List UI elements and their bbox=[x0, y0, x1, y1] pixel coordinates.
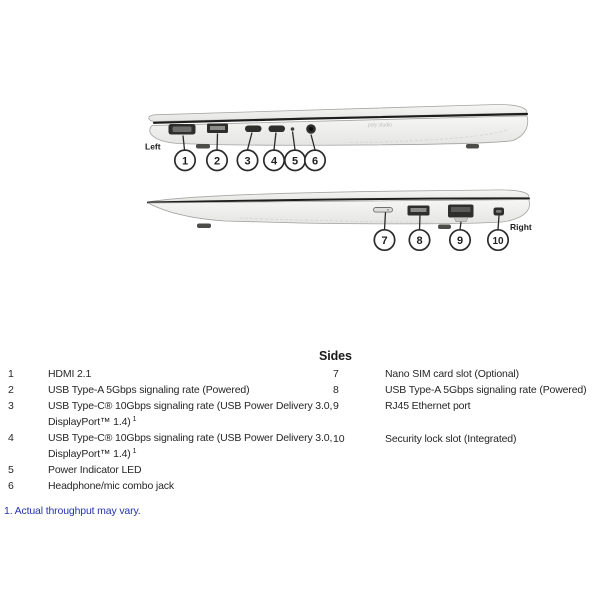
callout-number: 7 bbox=[381, 235, 388, 247]
footnote-marker: 1 bbox=[132, 415, 137, 423]
headphone-jack-hole bbox=[309, 127, 313, 131]
port-number: 10 bbox=[333, 433, 345, 445]
port-list-item bbox=[333, 366, 599, 382]
callout-number: 2 bbox=[213, 155, 221, 168]
port-description-text: USB Type-A 5Gbps signaling rate (Powered) bbox=[48, 384, 250, 396]
laptop-right-side-diagram bbox=[140, 185, 540, 260]
port-number: 1 bbox=[8, 368, 14, 380]
laptop-left-body bbox=[149, 105, 528, 149]
port-description bbox=[48, 478, 334, 494]
port-description-text: USB Type-A 5Gbps signaling rate (Powered) bbox=[385, 384, 587, 396]
port-description bbox=[385, 366, 519, 382]
rubber-foot bbox=[438, 225, 451, 230]
port-list-right-column bbox=[333, 366, 599, 447]
port-description-text: USB Type-C® 10Gbps signaling rate (USB Power Delivery 3.0, DisplayPort™ 1.4) bbox=[48, 432, 333, 460]
section-heading: Sides bbox=[319, 349, 352, 363]
port-list-item bbox=[8, 366, 334, 382]
port-number: 9 bbox=[333, 400, 339, 412]
power-led-icon bbox=[291, 127, 295, 131]
nano-sim-slot-icon bbox=[374, 208, 393, 213]
callout-number: 1 bbox=[181, 155, 189, 168]
sim-eject-hole bbox=[387, 209, 389, 211]
port-description-text: Security lock slot (Integrated) bbox=[385, 433, 517, 445]
callout-circles-right bbox=[374, 230, 508, 250]
brand-text: poly studio bbox=[368, 122, 392, 129]
port-list-item bbox=[333, 431, 599, 447]
footnote: 1. Actual throughput may vary. bbox=[4, 505, 141, 517]
port-description-text: Nano SIM card slot (Optional) bbox=[385, 368, 519, 380]
port-list-left-column bbox=[8, 366, 334, 494]
port-description bbox=[48, 382, 334, 398]
port-description bbox=[385, 382, 586, 398]
port-description-text: Power Indicator LED bbox=[48, 464, 142, 476]
rj45-flap bbox=[454, 218, 468, 222]
port-number: 3 bbox=[8, 400, 14, 412]
port-number: 2 bbox=[8, 384, 14, 396]
port-number: 8 bbox=[333, 384, 339, 396]
port-description bbox=[48, 398, 334, 430]
hdmi-port-inner bbox=[173, 127, 192, 133]
port-description-text: HDMI 2.1 bbox=[48, 368, 92, 380]
port-description bbox=[48, 462, 334, 478]
port-list-item bbox=[8, 430, 334, 462]
port-number: 6 bbox=[8, 480, 14, 492]
rubber-foot bbox=[466, 144, 479, 149]
port-description-text: RJ45 Ethernet port bbox=[385, 400, 471, 412]
usb-a-port-inner bbox=[210, 126, 225, 130]
port-description bbox=[385, 398, 470, 414]
callout-circles-left bbox=[175, 150, 325, 170]
usb-c-port-icon bbox=[245, 126, 262, 133]
port-description bbox=[48, 366, 334, 382]
callout-number: 5 bbox=[291, 155, 299, 168]
port-description-text: Headphone/mic combo jack bbox=[48, 480, 174, 492]
callout-number: 6 bbox=[311, 155, 319, 168]
callout-number: 3 bbox=[244, 155, 251, 168]
port-list-item bbox=[8, 382, 334, 398]
callout-number: 9 bbox=[456, 235, 464, 247]
port-number: 7 bbox=[333, 368, 339, 380]
port-list-item bbox=[333, 382, 599, 398]
rubber-foot bbox=[197, 224, 211, 229]
port-list-item bbox=[8, 478, 334, 494]
rj45-port-inner bbox=[451, 207, 471, 212]
usb-c-port-icon bbox=[269, 126, 286, 133]
left-side-label: Left bbox=[145, 141, 161, 152]
security-lock-slot-inner bbox=[496, 210, 502, 213]
port-list-item bbox=[8, 462, 334, 478]
port-description bbox=[385, 431, 516, 447]
laptop-left-side-diagram bbox=[140, 98, 540, 178]
port-list-item bbox=[333, 398, 599, 414]
port-number: 5 bbox=[8, 464, 14, 476]
footnote-marker: 1 bbox=[132, 447, 137, 455]
rubber-foot bbox=[196, 144, 210, 149]
port-number: 4 bbox=[8, 432, 14, 444]
right-side-label: Right bbox=[510, 222, 532, 232]
callout-number: 8 bbox=[416, 235, 423, 247]
port-description bbox=[48, 430, 334, 462]
usb-a-port-inner bbox=[411, 208, 427, 212]
callout-number: 10 bbox=[492, 236, 504, 247]
callout-number: 4 bbox=[270, 155, 278, 168]
port-description-text: USB Type-C® 10Gbps signaling rate (USB Power Delivery 3.0, DisplayPort™ 1.4) bbox=[48, 400, 333, 428]
port-list-item bbox=[8, 398, 334, 430]
